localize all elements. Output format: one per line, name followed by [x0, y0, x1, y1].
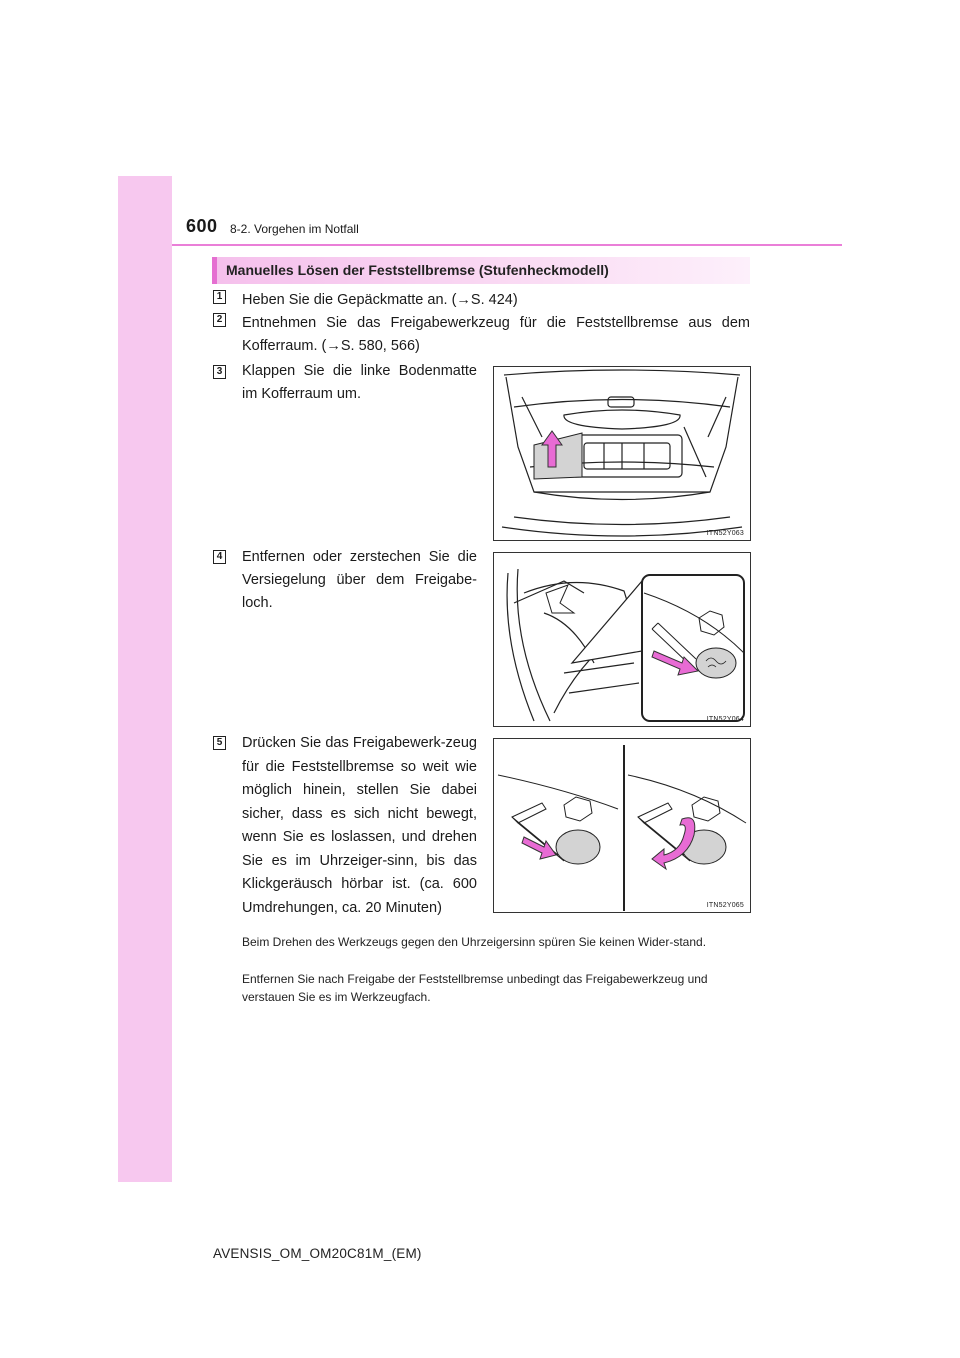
- note-counterclockwise: Beim Drehen des Werkzeugs gegen den Uhrzeigersinn spüren Sie keinen Wider-stand.: [242, 935, 707, 949]
- step-text-2: Entnehmen Sie das Freigabewerkzeug für die Feststellbremse aus dem Kofferraum. (→S. 580, 566): [242, 315, 750, 354]
- side-thumb-band: [118, 176, 172, 1182]
- step-text-4: Entfernen oder zerstechen Sie die Versiegelung über dem Freigabe-loch.: [242, 549, 477, 611]
- rotation-illustration: [494, 739, 750, 912]
- step-number-4: 4: [213, 550, 226, 564]
- step-number-5: 5: [213, 736, 226, 750]
- seal-illustration: [494, 553, 750, 726]
- step-number-3: 3: [213, 365, 226, 379]
- figure-tool-rotation: [493, 738, 751, 913]
- header-rule: [172, 244, 842, 246]
- note-store-tool: Entfernen Sie nach Freigabe der Feststellbremse unbedingt das Freigabewerkzeug und verstauen Sie es im Werkzeugfach.: [242, 972, 708, 1004]
- section-header: 8-2. Vorgehen im Notfall: [230, 222, 359, 236]
- section-title: Manuelles Lösen der Feststellbremse (Stufenheckmodell): [226, 262, 609, 278]
- step-number-2: 2: [213, 313, 226, 327]
- section-title-bar: [212, 257, 750, 284]
- figure-label-1: ITN52Y063: [706, 530, 744, 537]
- figure-release-hole-seal: [493, 552, 751, 727]
- step-text-1: Heben Sie die Gepäckmatte an. (→S. 424): [242, 292, 518, 308]
- figure-label-2: ITN52Y064: [706, 716, 744, 723]
- step-text-3: Klappen Sie die linke Bodenmatte im Kofferraum um.: [242, 363, 477, 402]
- rotate-arrow-icon: [652, 818, 695, 869]
- figure-label-3: ITN52Y065: [706, 902, 744, 909]
- step-text-5: Drücken Sie das Freigabewerk-zeug für die Feststellbremse so weit wie möglich hinein, stellen Sie dabei sicher, dass es sich nicht bewegt, wenn Sie es loslassen, und drehen Sie es im Uhrzeiger-sinn, bis das Klickgeräusch hörbar ist. (ca. 600 Umdrehungen, ca. 20 Minuten): [242, 735, 477, 916]
- figure-trunk-mat: [493, 366, 751, 541]
- trunk-illustration: [494, 367, 750, 540]
- page-number: 600: [186, 216, 218, 236]
- footer-doc-code: AVENSIS_OM_OM20C81M_(EM): [213, 1246, 422, 1261]
- step-number-1: 1: [213, 290, 226, 304]
